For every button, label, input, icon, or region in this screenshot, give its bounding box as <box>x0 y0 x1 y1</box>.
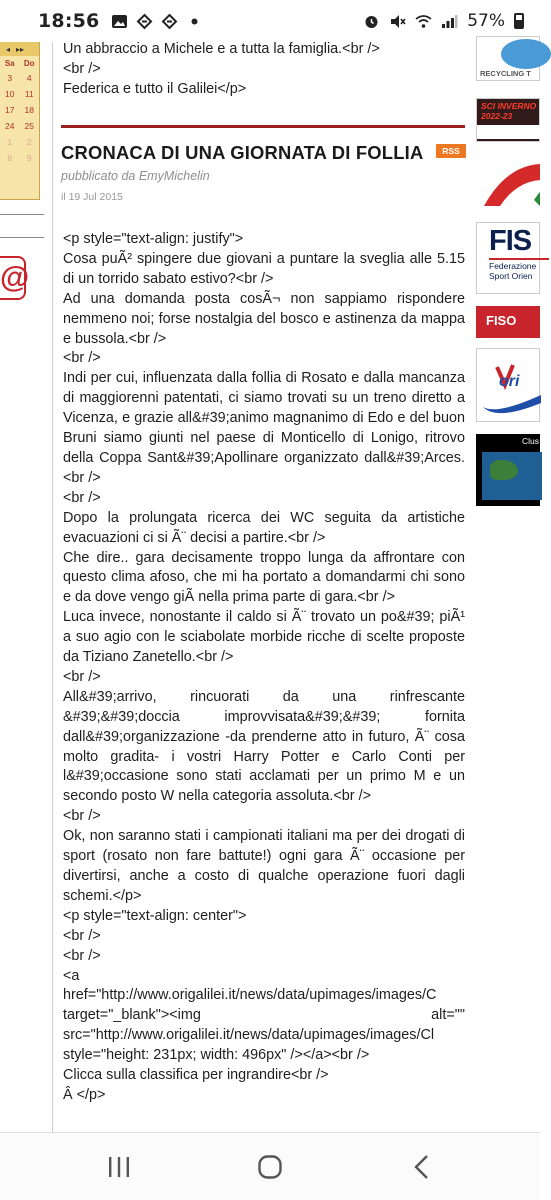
body-paragraph: All&#39;arrivo, rincuorati da una rinfrescante &#39;&#39;doccia improvvisata&#39;&#39; fornita dall&#39;organizzazione -da prenderne atto in futuro, Ã¨ cosa molto gradita- i vostri Harry Potter e Carlo Conti per l&#39;occasione sono stati acclamati per un primo M e un secondo posto W nella categoria assoluta.<br /> <box>63 688 465 805</box>
divider <box>0 237 44 238</box>
calendar-day[interactable]: 25 <box>24 121 34 131</box>
status-bar <box>0 0 540 42</box>
post-title-rule <box>61 125 465 128</box>
banner-label: SCI INVERNO 2022-23 <box>481 101 537 121</box>
code-line: style="height: 231px; width: 496px" /></a><br /> <box>63 1047 370 1064</box>
banner-logo <box>501 39 551 69</box>
code-line: <br /> <box>63 489 101 506</box>
recycling-banner[interactable] <box>476 36 540 81</box>
fiso-federation-banner[interactable] <box>476 222 540 294</box>
back-button[interactable] <box>392 1151 452 1183</box>
divider <box>0 214 44 215</box>
battery-icon <box>514 13 524 29</box>
status-time: 18:56 <box>38 10 100 32</box>
calendar-day[interactable]: 10 <box>5 89 15 99</box>
code-line: alt="" <box>431 1007 465 1024</box>
banner-label: Sport Orien <box>489 271 533 281</box>
calendar-prev-icon[interactable]: ◂ <box>6 44 11 54</box>
code-line: <br /> <box>63 60 101 77</box>
clusters-map-banner[interactable] <box>476 434 540 506</box>
post-date: il 19 Jul 2015 <box>61 191 123 203</box>
body-paragraph: Che dire.. gara decisamente troppo lunga da affrontare con questo clima afoso, che mi ha portato a domandarmi chi sono e da dove vengo giÃ nella prima parte di gara.<br /> <box>63 549 465 606</box>
calendar-dow: Do <box>23 58 35 68</box>
email-icon[interactable]: @ <box>0 256 26 300</box>
fiso-red-banner[interactable] <box>476 306 540 338</box>
previous-post-tail <box>63 40 465 100</box>
image-icon <box>111 14 128 29</box>
home-button[interactable] <box>240 1151 300 1183</box>
body-paragraph: Dopo la prolungata ricerca dei WC seguita da artistiche evacuazioni ci si Ã¨ decisi a partire.<br /> <box>63 509 465 546</box>
alarm-icon <box>363 14 380 29</box>
body-paragraph: Ok, non saranno stati i campionati italiani ma per dei drogati di sport (rosato non fare battute!) ogni gara Ã¨ occasione per divertirsi, anche a costo di qualche operazione fuori dagli schemi.</p> <box>63 828 465 904</box>
calendar-widget <box>0 42 40 200</box>
calendar-day[interactable]: 2 <box>26 137 32 147</box>
swoosh-logo <box>476 156 540 214</box>
mute-icon <box>389 14 406 29</box>
banner-label: ori <box>499 373 520 390</box>
body-paragraph: Ad una domanda posta cosÃ¬ non sappiamo rispondere nemmeno noi; forse nostalgia del bosco e astinenza da mappa e bussola.<br /> <box>63 290 465 347</box>
calendar-day[interactable]: 1 <box>7 137 13 147</box>
banner-label: FISO <box>486 313 517 328</box>
calendar-dow: Sa <box>4 58 15 68</box>
rss-button[interactable]: RSS <box>436 144 466 158</box>
wifi-icon <box>415 14 432 29</box>
banner-label: FIS <box>489 225 532 257</box>
calendar-day[interactable]: 9 <box>26 153 32 163</box>
home-icon <box>240 1151 300 1183</box>
calendar-day[interactable]: 8 <box>7 153 13 163</box>
banner-label: RECYCLING T <box>480 69 531 78</box>
column-divider <box>52 42 53 1132</box>
calendar-day[interactable]: 18 <box>24 105 34 115</box>
post-body <box>63 230 465 1106</box>
code-line: <br /> <box>63 927 101 944</box>
code-line: Un abbraccio a Michele e a tutta la famiglia.<br /> <box>63 41 380 57</box>
body-paragraph: Indi per cui, influenzata dalla follia di Rosato e dalla mancanza di maggiorenni patentati, ci siamo trovati su un treno diretto a Vicenza, e grazie all&#39;animo magnanimo di Edo e del buon Bruni siamo giunti nel paese di Monticello di Lonigo, ritrovo della Coppa Sant&#39;Apollinare organizzato dall&#39;Arces.<br /> <box>63 370 465 486</box>
calendar-day[interactable]: 17 <box>5 105 15 115</box>
battery-percent: 57% <box>467 11 505 31</box>
calendar-day[interactable]: 3 <box>7 73 13 83</box>
link-icon <box>136 14 153 29</box>
code-line: target="_blank"><img <box>63 1007 201 1024</box>
calendar-day[interactable]: 4 <box>26 73 32 83</box>
post-title[interactable]: CRONACA DI UNA GIORNATA DI FOLLIA <box>61 142 424 163</box>
back-icon <box>392 1151 452 1183</box>
code-line: Federica e tutto il Galilei</p> <box>63 80 247 97</box>
banner-label: Clus <box>522 436 540 446</box>
link-icon <box>161 14 178 29</box>
recents-icon <box>89 1151 149 1183</box>
code-line: <br /> <box>63 947 101 964</box>
ori-banner[interactable] <box>476 348 540 422</box>
dot-icon <box>186 14 203 29</box>
code-line: <br /> <box>63 808 101 825</box>
banner-label: Federazione <box>489 261 537 271</box>
code-line: <a <box>63 967 80 984</box>
body-paragraph: Luca invece, nonostante il caldo si Ã¨ trovato un po&#39; piÃ¹ a suo agio con le sciabolate morbide ricche di scelte proposte da Tiziano Zanetello.<br /> <box>63 609 465 666</box>
post-byline: pubblicato da EmyMichelin <box>61 169 210 183</box>
calendar-day[interactable]: 24 <box>5 121 15 131</box>
red-swoosh-banner[interactable] <box>476 156 540 214</box>
system-nav-bar <box>0 1133 540 1200</box>
calendar-day[interactable]: 11 <box>24 89 34 99</box>
code-line: <p style="text-align: justify"> <box>63 231 244 247</box>
left-sidebar <box>0 42 52 1132</box>
winter-ski-banner[interactable] <box>476 98 540 142</box>
code-line: Clicca sulla classifica per ingrandire<br /> <box>63 1067 329 1084</box>
body-paragraph: Cosa puÃ² spingere due giovani a puntare la sveglia alle 5.15 di un torrido sabato estivo?<br /> <box>63 250 465 287</box>
code-line: <br /> <box>63 350 101 367</box>
calendar-next-icon[interactable]: ▸▸ <box>16 44 25 54</box>
recents-button[interactable] <box>89 1151 149 1183</box>
code-line: <br /> <box>63 668 101 685</box>
code-line: href="http://www.origalilei.it/news/data/upimages/images/C <box>63 987 437 1004</box>
signal-icon <box>441 14 458 29</box>
code-line: src="http://www.origalilei.it/news/data/upimages/images/Cl <box>63 1027 435 1044</box>
code-line: <p style="text-align: center"> <box>63 907 247 924</box>
code-line: Â </p> <box>63 1086 106 1103</box>
